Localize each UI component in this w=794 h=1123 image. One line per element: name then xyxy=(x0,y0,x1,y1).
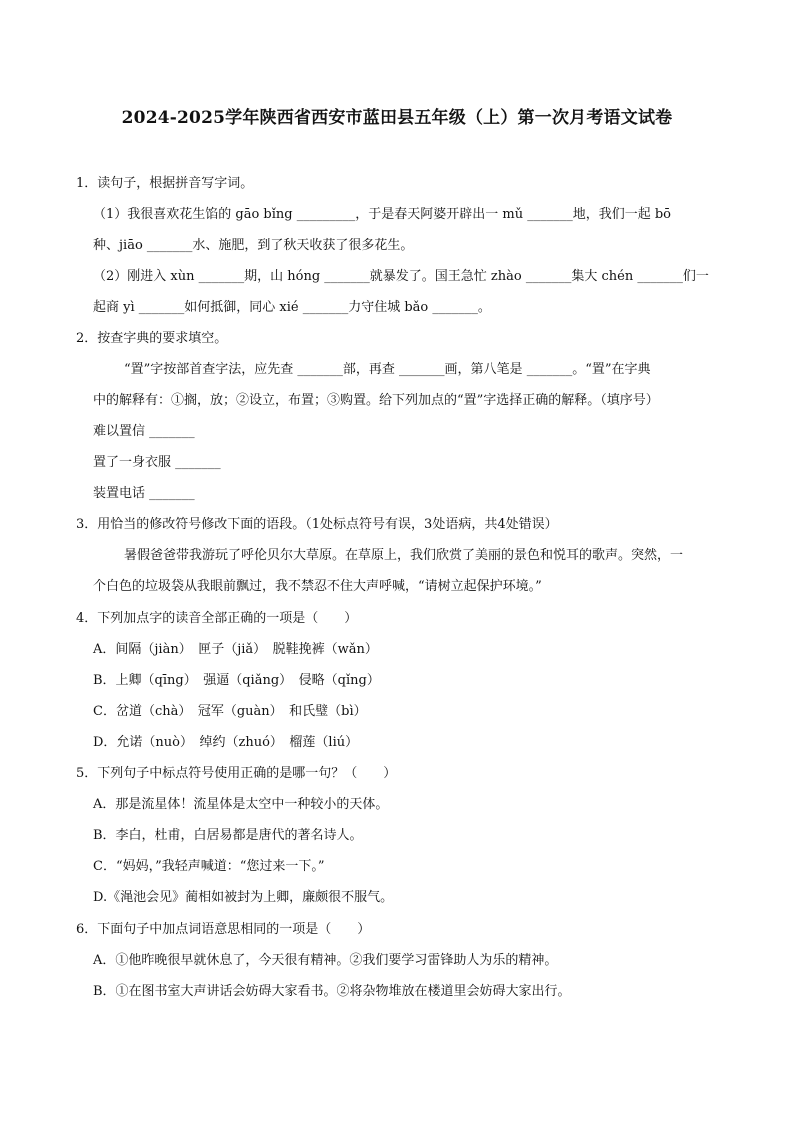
question-2-item-3: 装置电话 _______ xyxy=(93,486,195,501)
question-2-text-line2: 中的解释有：①搁，放；②设立，布置；③购置。给下列加点的“置”字选择正确的解释。（填序号） xyxy=(93,393,659,408)
question-1-part1-line1: （1）我很喜欢花生馅的 gāo bǐng _________，于是春天阿婆开辟出一 mǔ _______地，我们一起 bō xyxy=(93,207,671,222)
question-5-option-a: A．那是流星体！流星体是太空中一种较小的天体。 xyxy=(93,797,389,812)
question-2-item-1: 难以置信 _______ xyxy=(93,424,195,439)
question-5-option-b: B．李白，杜甫，白居易都是唐代的著名诗人。 xyxy=(93,828,363,843)
question-6-stem: 6．下面句子中加点词语意思相同的一项是（ ） xyxy=(76,922,371,937)
question-4-option-c: C．岔道（chà） 冠军（guàn） 和氏璧（bì） xyxy=(93,704,367,719)
question-2-item-2: 置了一身衣服 _______ xyxy=(93,455,221,470)
question-4-option-a: A．间隔（jiàn） 匣子（jiǎ） 脱鞋挽裤（wǎn） xyxy=(93,642,378,657)
question-1-part2-line1: （2）刚进入 xùn _______期，山 hóng _______就暴发了。国王急忙 zhào _______集大 chén _______们一 xyxy=(93,269,709,284)
question-1-stem: 1．读句子，根据拼音写字词。 xyxy=(76,176,254,191)
question-1-part2-line2: 起商 yì _______如何抵御，同心 xié _______力守住城 bǎo _______。 xyxy=(93,300,491,315)
page-title: 2024-2025学年陕西省西安市蓝田县五年级（上）第一次月考语文试卷 xyxy=(121,108,673,128)
question-3-stem: 3．用恰当的修改符号修改下面的语段。（1处标点符号有误，3处语病，共4处错误） xyxy=(76,517,558,532)
question-6-option-a: A．①他昨晚很早就休息了，今天很有精神。②我们要学习雷锋助人为乐的精神。 xyxy=(93,953,558,968)
question-4-option-b: B．上卿（qīng） 强逼（qiǎng） 侵略（qǐng） xyxy=(93,673,380,688)
question-1-part1-line2: 种、jiāo _______水、施肥，到了秋天收获了很多花生。 xyxy=(93,238,414,253)
question-2-text-line1: “置”字按部首查字法，应先查 _______部，再查 _______画，第八笔是 _______。“置”在字典 xyxy=(124,362,651,377)
question-3-passage-line2: 个白色的垃圾袋从我眼前飘过，我不禁忍不住大声呼喊，“请树立起保护环境。” xyxy=(93,579,542,594)
question-3-passage-line1: 暑假爸爸带我游玩了呼伦贝尔大草原。在草原上，我们欣赏了美丽的景色和悦耳的歌声。突然，一 xyxy=(124,548,684,563)
question-6-option-b: B．①在图书室大声讲话会妨碍大家看书。②将杂物堆放在楼道里会妨碍大家出行。 xyxy=(93,984,571,999)
question-4-stem: 4．下列加点字的读音全部正确的一项是（ ） xyxy=(76,611,358,626)
question-5-stem: 5．下列句子中标点符号使用正确的是哪一句？（ ） xyxy=(76,766,397,781)
question-5-option-c: C．“妈妈，”我轻声喊道：“您过来一下。” xyxy=(93,859,325,874)
question-2-stem: 2．按查字典的要求填空。 xyxy=(76,331,228,346)
question-4-option-d: D．允诺（nuò） 绰约（zhuó） 榴莲（liú） xyxy=(93,735,359,750)
question-5-option-d: D.《渑池会见》蔺相如被封为上卿，廉颇很不服气。 xyxy=(93,890,394,905)
